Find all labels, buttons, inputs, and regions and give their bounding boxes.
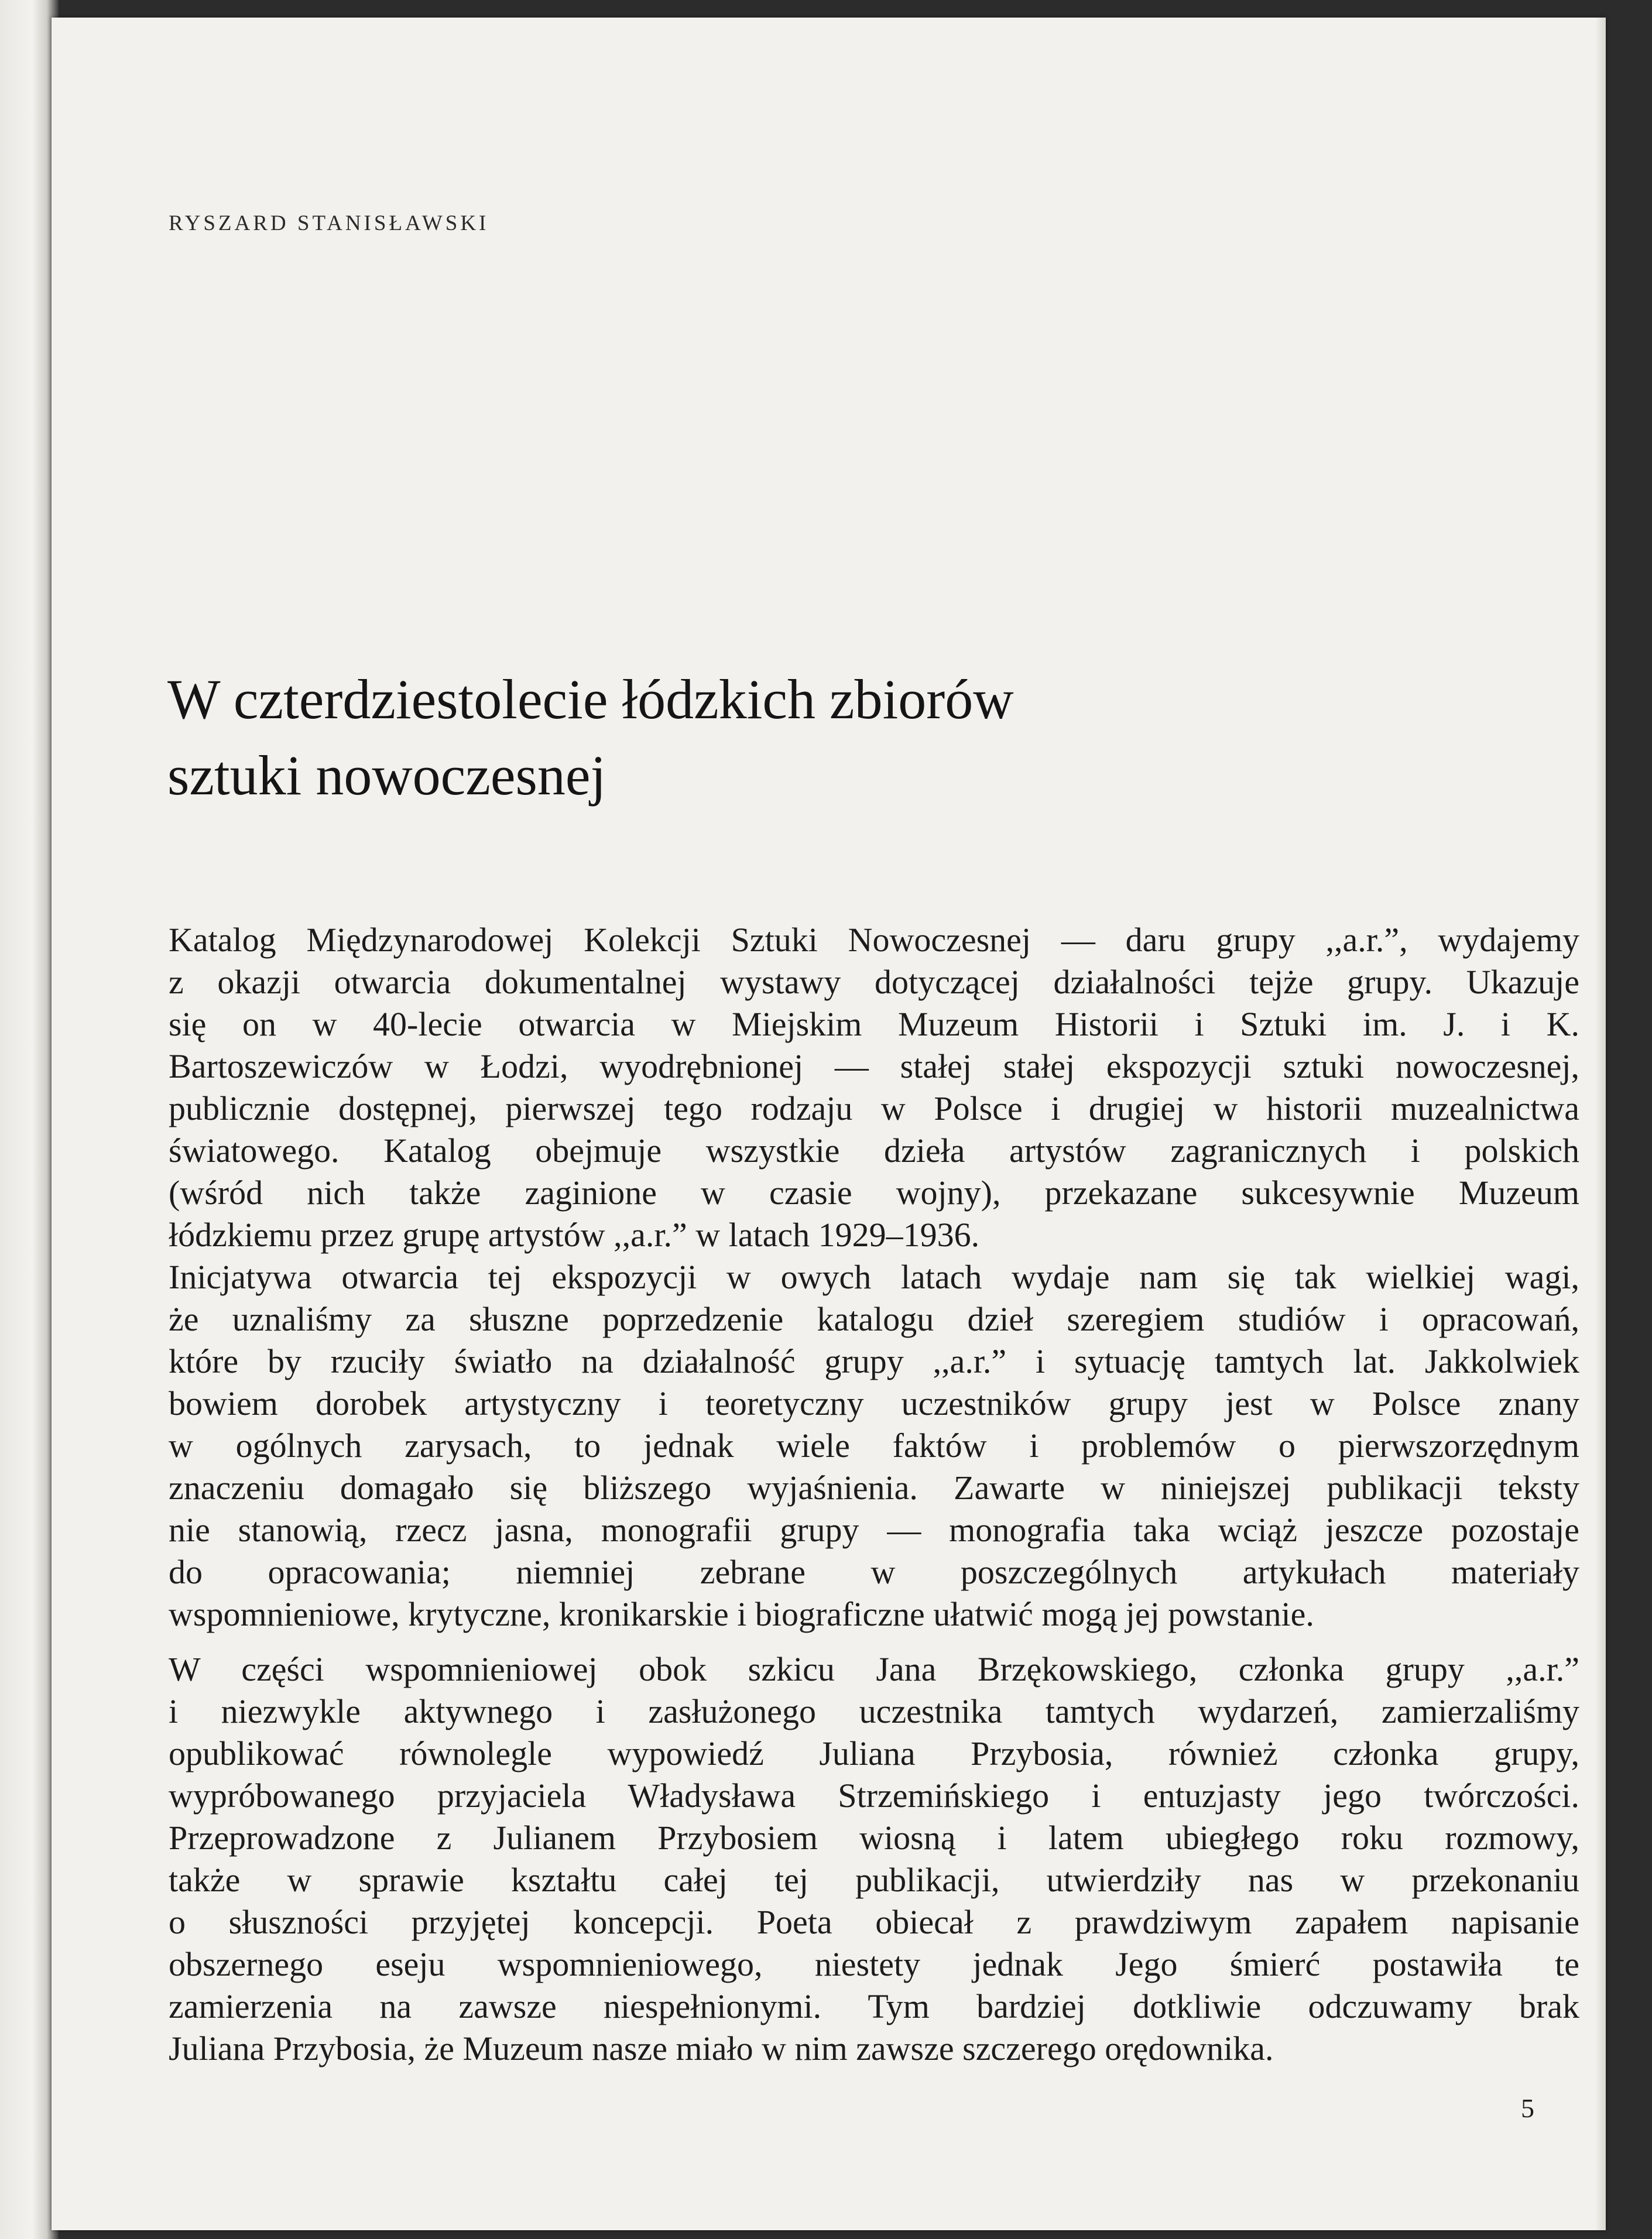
text-line: wypróbowanego przyjaciela Władysława Strzemińskiego i entuzjasty jego twórczości. bbox=[169, 1777, 1579, 1815]
text-line: Katalog Międzynarodowej Kolekcji Sztuki Nowoczesnej — daru grupy ,,a.r.”, wydajemy bbox=[169, 921, 1579, 959]
chapter-title-line-2: sztuki nowoczesnej bbox=[167, 744, 606, 807]
text-line: Bartoszewiczów w Łodzi, wyodrębnionej — stałej stałej ekspozycji sztuki nowoczesnej, bbox=[169, 1047, 1579, 1085]
author-name: RYSZARD STANISŁAWSKI bbox=[169, 211, 489, 235]
text-line: W części wspomnieniowej obok szkicu Jana Brzękowskiego, członka grupy ,,a.r.” bbox=[169, 1650, 1579, 1688]
paragraph bbox=[169, 919, 1579, 1256]
text-line: także w sprawie kształtu całej tej publikacji, utwierdziły nas w przekonaniu bbox=[169, 1861, 1579, 1899]
text-line: że uznaliśmy za słuszne poprzedzenie katalogu dzieł szeregiem studiów i opracowań, bbox=[169, 1300, 1579, 1338]
body-text bbox=[169, 919, 1579, 2070]
facing-page-edge bbox=[0, 0, 59, 2239]
text-line: nie stanowią, rzecz jasna, monografii grupy — monografia taka wciąż jeszcze pozostaje bbox=[169, 1511, 1579, 1549]
text-line: obszernego eseju wspomnieniowego, niestety jednak Jego śmierć postawiła te bbox=[169, 1945, 1579, 1983]
paragraph bbox=[169, 1648, 1579, 2070]
text-line: wspomnieniowe, krytyczne, kronikarskie i biograficzne ułatwić mogą jej powstanie. bbox=[169, 1595, 1314, 1633]
paragraph bbox=[169, 1256, 1579, 1635]
text-line: publicznie dostępnej, pierwszej tego rodzaju w Polsce i drugiej w historii muzealnictwa bbox=[169, 1089, 1579, 1127]
text-line: w ogólnych zarysach, to jednak wiele faktów i problemów o pierwszorzędnym bbox=[169, 1427, 1579, 1465]
text-line: opublikować równolegle wypowiedź Juliana Przybosia, również członka grupy, bbox=[169, 1734, 1579, 1772]
text-line: z okazji otwarcia dokumentalnej wystawy dotyczącej działalności tejże grupy. Ukazuje bbox=[169, 963, 1579, 1001]
text-line: Juliana Przybosia, że Muzeum nasze miało w nim zawsze szczerego orędownika. bbox=[169, 2029, 1274, 2067]
text-line: się on w 40-lecie otwarcia w Miejskim Muzeum Historii i Sztuki im. J. i K. bbox=[169, 1005, 1579, 1043]
text-line: o słuszności przyjętej koncepcji. Poeta obiecał z prawdziwym zapałem napisanie bbox=[169, 1903, 1579, 1941]
page-number: 5 bbox=[1521, 2093, 1534, 2123]
text-line: znaczeniu domagało się bliższego wyjaśnienia. Zawarte w niniejszej publikacji teksty bbox=[169, 1469, 1579, 1507]
text-line: łódzkiemu przez grupę artystów ,,a.r.” w latach 1929–1936. bbox=[169, 1216, 980, 1254]
book-page bbox=[52, 18, 1606, 2230]
chapter-title-line-1: W czterdziestolecie łódzkich zbiorów bbox=[167, 668, 1014, 731]
text-line: (wśród nich także zaginione w czasie wojny), przekazane sukcesywnie Muzeum bbox=[169, 1174, 1579, 1212]
text-line: bowiem dorobek artystyczny i teoretyczny uczestników grupy jest w Polsce znany bbox=[169, 1384, 1579, 1422]
text-line: do opracowania; niemniej zebrane w poszczególnych artykułach materiały bbox=[169, 1553, 1579, 1591]
text-line: Przeprowadzone z Julianem Przybosiem wiosną i latem ubiegłego roku rozmowy, bbox=[169, 1819, 1579, 1857]
text-line: które by rzuciły światło na działalność grupy ,,a.r.” i sytuację tamtych lat. Jakkolwiek bbox=[169, 1342, 1579, 1380]
chapter-title bbox=[167, 661, 1514, 814]
text-line: i niezwykle aktywnego i zasłużonego uczestnika tamtych wydarzeń, zamierzaliśmy bbox=[169, 1692, 1579, 1730]
page-edge-shadow bbox=[1595, 18, 1606, 2230]
text-line: światowego. Katalog obejmuje wszystkie dzieła artystów zagranicznych i polskich bbox=[169, 1131, 1579, 1170]
text-line: zamierzenia na zawsze niespełnionymi. Tym bardziej dotkliwie odczuwamy brak bbox=[169, 1987, 1579, 2025]
paragraph-spacing bbox=[169, 1635, 1579, 1648]
text-line: Inicjatywa otwarcia tej ekspozycji w owych latach wydaje nam się tak wielkiej wagi, bbox=[169, 1258, 1579, 1296]
